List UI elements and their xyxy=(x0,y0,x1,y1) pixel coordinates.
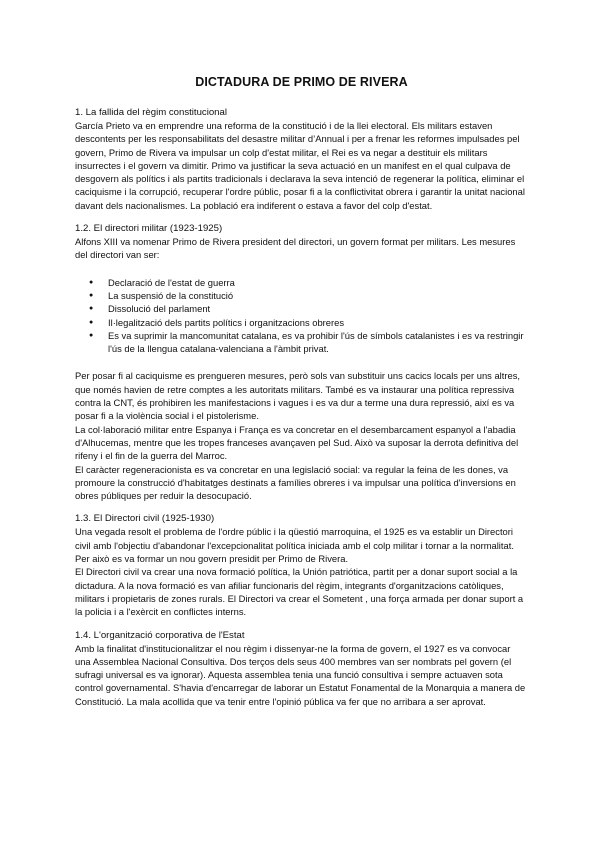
list-item: ● Es va suprimir la mancomunitat catalana, es va prohibir l'ús de símbols catalanistes i es va restringir l'ús de la llengua catalana-valenciana a l'àmbit privat. xyxy=(108,329,528,356)
paragraph: La col·laboració militar entre Espanya i França es va concretar en el desembarcament espanyol a l'abadia d'Alhucemas, mentre que les tropes franceses avançaven pel Sud. Això va suposar la derrota definitiva del rifeny i el fin de la guerra del Marroc. xyxy=(75,423,519,462)
paragraph: Una vegada resolt el problema de l'ordre públic i la qüestió marroquina, el 1925 es va establir un Directori civil amb l'objectiu d'abandonar l'excepcionalitat política iniciada amb el colp militar i tornar a la normalitat. Per això es va formar un nou govern presidit per Primo de Rivera. xyxy=(75,526,514,565)
section-heading: 1.3. El Directori civil (1925-1930) xyxy=(75,513,215,525)
paragraph: Amb la finalitat d'institucionalitzar el nou règim i dissenyar-ne la forma de govern, el 1927 es va convocar una Assemblea Nacional Consultiva. Dos terços dels seus 400 membres van ser nombrats pel govern (el sufragi universal es va ignorar). Aquesta assemblea tenia una funció consultiva i sempre actuaven sota control governamental. S'havia d'encarregar de laborar un Estatut Fonamental de la Monarquia a manera de Constitució. La mala acollida que va tenir entre l'opinió pública va fer que no arribara a ser aprovat. xyxy=(75,642,526,707)
paragraph: El caràcter regeneracionista es va concretar en una legislació social: va regular la feina de les dones, va promoure la construcció d'habitatges destinats a famílies obreres i va impulsar una política d'inversions en obres públiques per reduir la desocupació. xyxy=(75,463,516,502)
paragraph: Per posar fi al caciquisme es prengueren mesures, però sols van substituir uns cacics locals per uns altres, que només havien de retre comptes a les autoritats militars. També es va instaurar una política repressiva contra la CNT, és prohibiren les manifestacions i vagues i es va dur a terme una dura repressió, així es va posar fi a la violència social i el pistolerisme. xyxy=(75,370,520,422)
paragraph: Alfons XIII va nomenar Primo de Rivera president del directori, un govern format per militars. Les mesures del directori van ser: xyxy=(75,236,516,261)
section-directori-civil xyxy=(75,512,528,618)
list-item: ● La suspensió de la constitució xyxy=(108,289,528,302)
measures-list xyxy=(75,276,528,356)
section-directori-militar xyxy=(75,222,528,502)
document-title: DICTADURA DE PRIMO DE RIVERA xyxy=(195,75,408,89)
section-organitzacio-corporativa xyxy=(75,629,528,708)
paragraph: El Directori civil va crear una nova formació política, la Unión patriótica, partit per a donar suport social a la dictadura. A la nova formació es van afiliar funcionaris del règim, integrants d'organitzacions catòliques, militars i propietaris de zones rurals. El Directori va crear el Sometent , una força armada per donar suport a la policia i a l'exèrcit en conflictes interns. xyxy=(75,566,524,618)
section-heading: 1. La fallida del règim constitucional xyxy=(75,107,227,118)
list-item: ● Declaració de l'estat de guerra xyxy=(108,276,528,289)
section-fallida xyxy=(75,106,528,212)
list-item: ● Dissolució del parlament xyxy=(108,302,528,315)
list-item: ● Il·legalització dels partits polítics i organitzacions obreres xyxy=(108,316,528,329)
paragraph: García Prieto va en emprendre una reforma de la constitució i de la llei electoral. Els militars estaven descontents per les responsabilitats del desastre militar d’Annual i per a frenar les reformes impulsades pel govern, Primo de Rivera va impulsar un colp d'estat militar, el Rei es va negar a destituir els militars insurrectes i el govern va dimitir. Primo va justificar la seva actuació en un manifest en el qual culpava de desgovern als polítics i als partits tradicionals i declarava la seva intenció de regenerar la política, eliminar el caciquisme i la corrupció, recuperar l'ordre públic, posar fi a la conflictivitat obrera i garantir la unitat nacional davant dels nacionalismes. La població era indiferent o estava a favor del colp d'estat. xyxy=(75,120,525,211)
section-heading: 1.2. El directori militar (1923-1925) xyxy=(75,223,223,235)
section-heading: 1.4. L'organització corporativa de l'Estat xyxy=(75,629,245,641)
